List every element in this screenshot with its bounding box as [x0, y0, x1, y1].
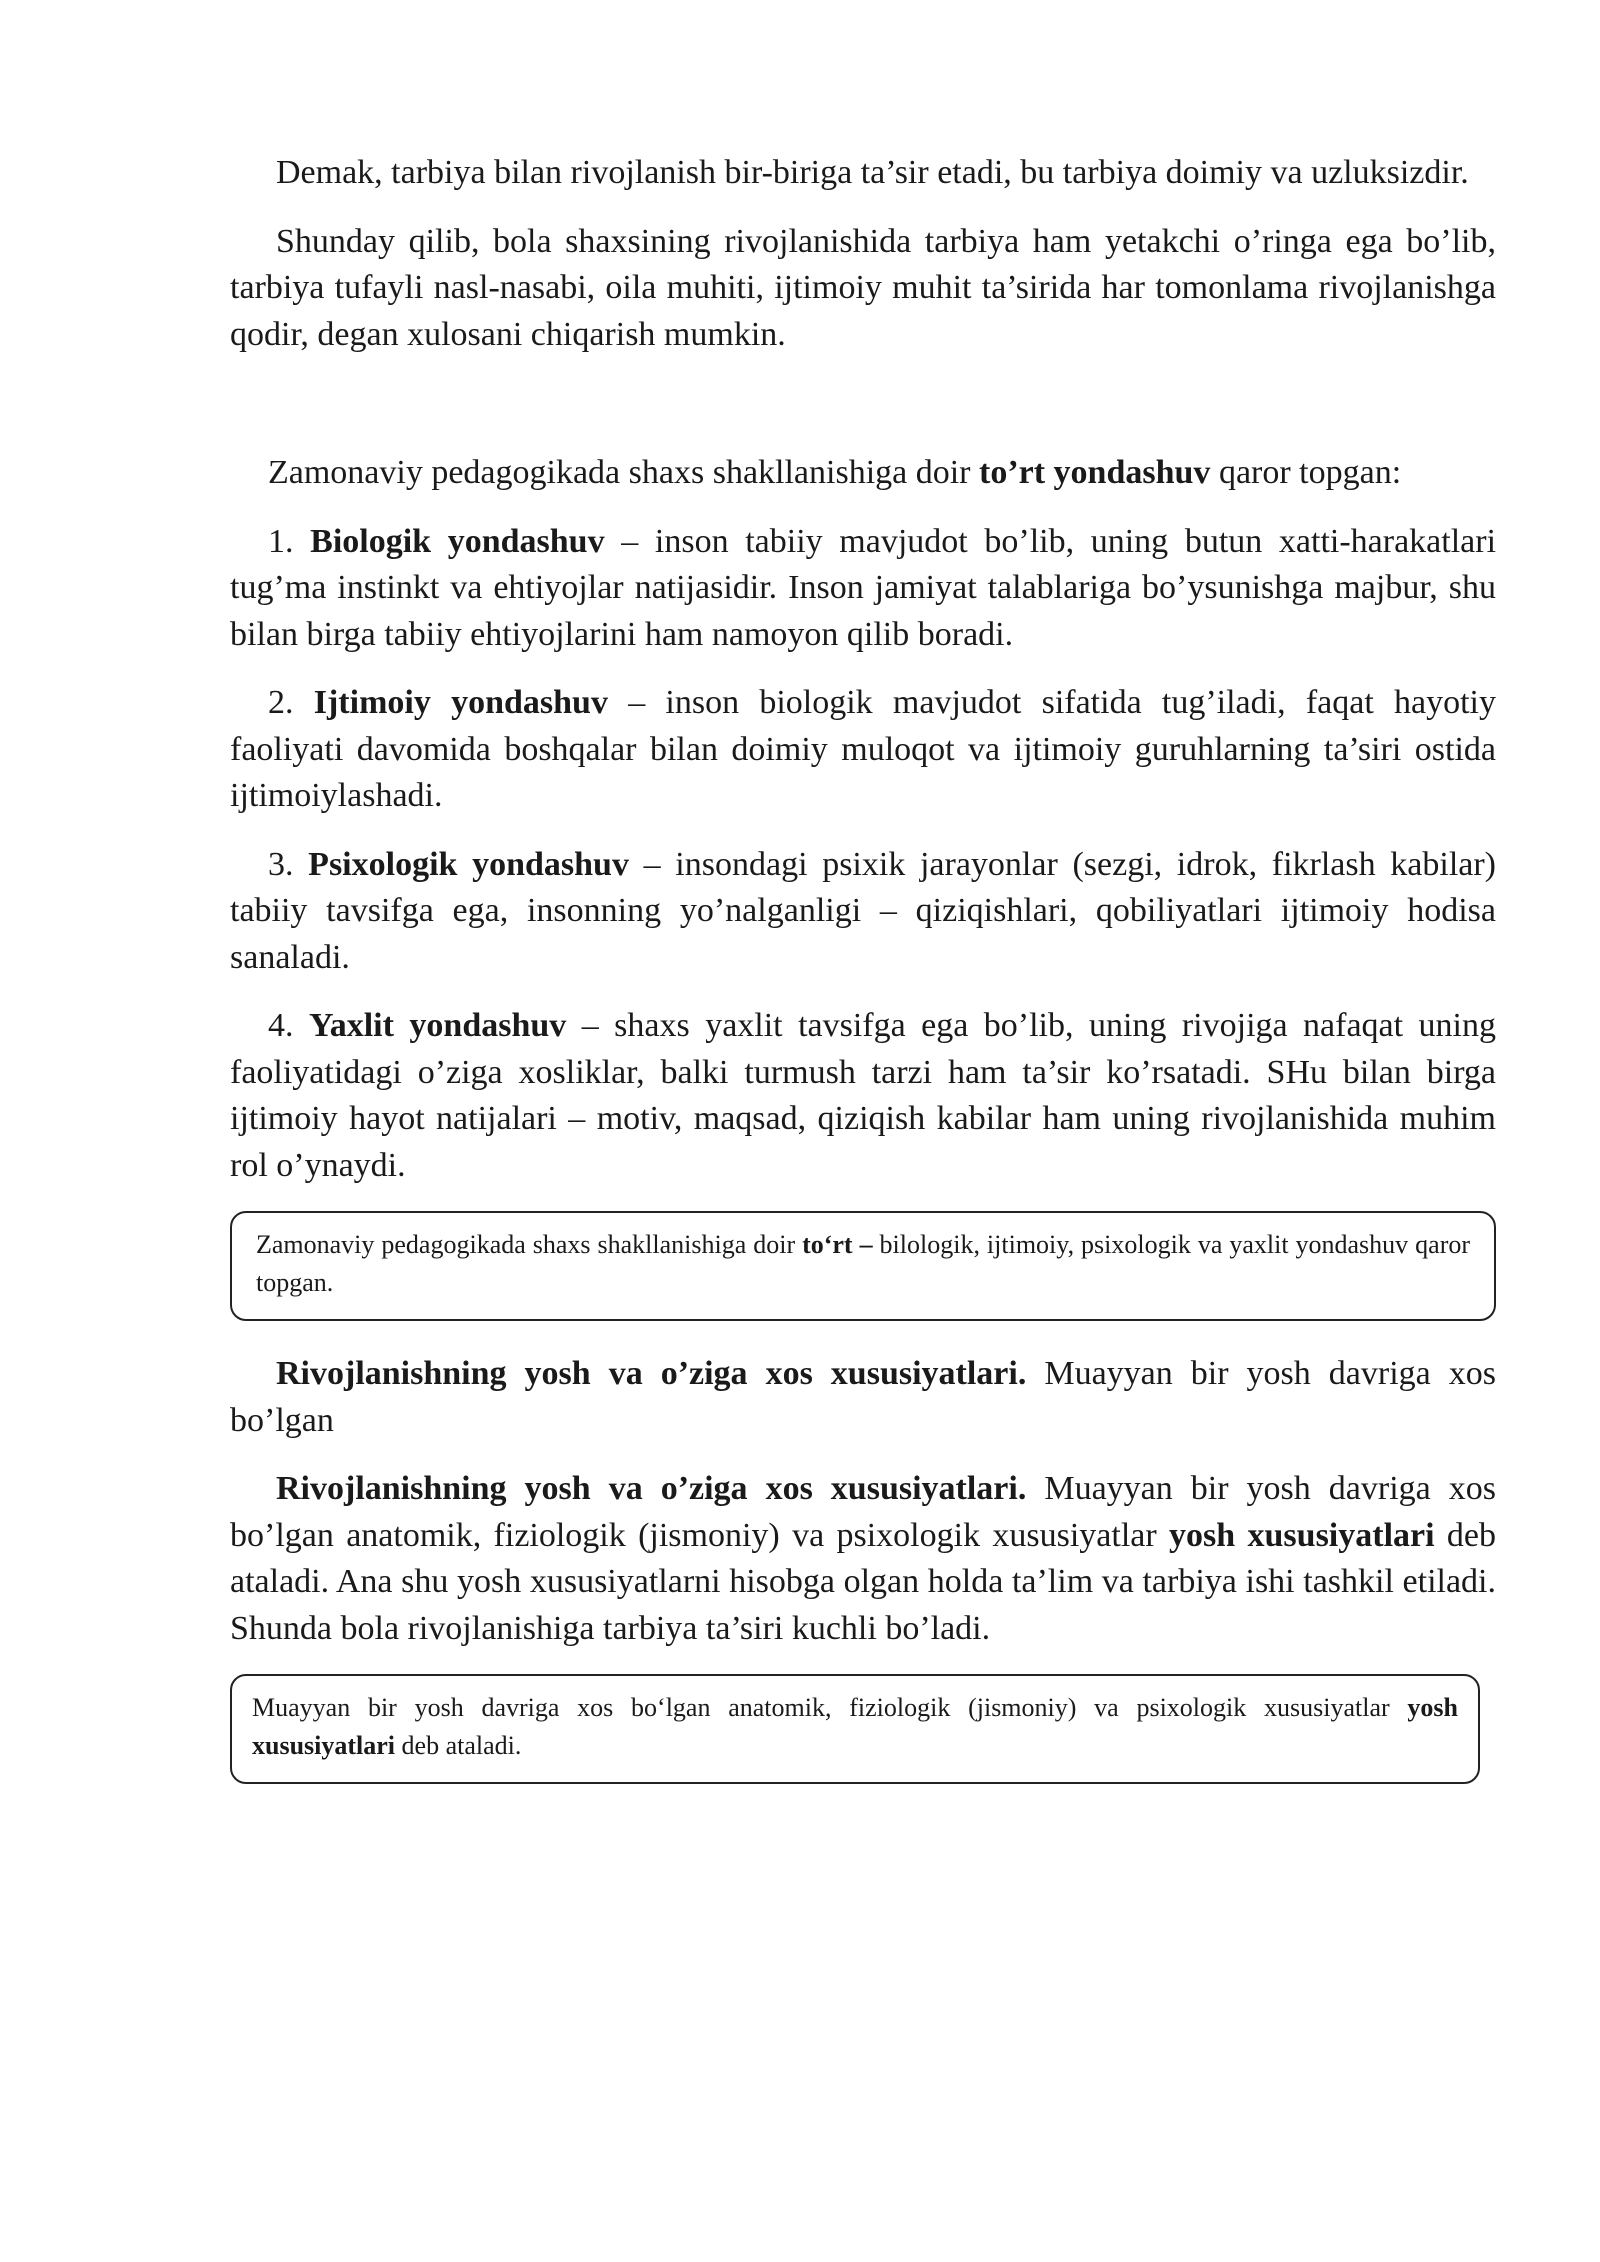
- paragraph-conclusion-2: Shunday qilib, bola shaxsining rivojlanishida tarbiya ham yetakchi o’ringa ega bo’lib, tarbiya tufayli nasl-nasabi, oila muhiti, ijtimoiy muhit ta’sirida har tomonlama rivojlanishga qodir, degan xulosani chiqarish mumkin.: [230, 222, 1496, 353]
- approaches-count-bold: to’rt yondashuv: [979, 454, 1211, 491]
- paragraph-conclusion-1: Demak, tarbiya bilan rivojlanish bir-biriga ta’sir etadi, bu tarbiya doimiy va uzluksizdir.: [276, 154, 1469, 191]
- term-bold: yosh xususiyatlari: [1169, 1516, 1435, 1554]
- list-item-biological: 1. Biologik yondashuv – inson tabiiy mavjudot bo’lib, uning butun xatti-harakatlari tug’ma instinkt va ehtiyojlar natijasidir. Inson jamiyat talablariga bo’ysunishga majbur, shu bilan birga tabiiy ehtiyojlarini ham namoyon qilib boradi.: [230, 522, 1497, 653]
- section-heading-bold: Rivojlanishning yosh va o’ziga xos xususiyatlari.: [276, 1355, 1027, 1392]
- list-item-title: Biologik yondashuv: [310, 522, 605, 560]
- paragraph-age-features: Rivojlanishning yosh va o’ziga xos xususiyatlari. Muayyan bir yosh davriga xos bo’lgan anatomik, fiziologik (jismoniy) va psixologik xususiyatlar yosh xususiyatlari deb ataladi. Ana shu yosh xususiyatlarni hisobga olgan holda ta’lim va tarbiya ishi tashkil etiladi. Shunda bola rivojlanishiga tarbiya ta’siri kuchli bo’ladi.: [230, 1470, 1496, 1647]
- section-heading-bold: Rivojlanishning yosh va o’ziga xos xususiyatlari.: [276, 1470, 1027, 1507]
- list-item-title: Ijtimoiy yondashuv: [313, 684, 608, 721]
- list-item-title: Yaxlit yondashuv: [308, 1007, 567, 1044]
- paragraph-approaches-intro: Zamonaviy pedagogikada shaxs shakllanishiga doir to’rt yondashuv qaror topgan:: [268, 454, 1402, 491]
- list-item-social: 2. Ijtimoiy yondashuv – inson biologik mavjudot sifatida tug’iladi, faqat hayotiy faoliyati davomida boshqalar bilan doimiy muloqot va ijtimoiy guruhlarning ta’siri ostida ijtimoiylashadi.: [230, 684, 1497, 814]
- paragraph-age-features-heading: Rivojlanishning yosh va o’ziga xos xususiyatlari. Muayyan bir yosh davriga xos bo’lgan: [230, 1355, 1496, 1439]
- list-item-title: Psixologik yondashuv: [308, 845, 629, 883]
- summary-box-age-features: Muayyan bir yosh davriga xos bo‘lgan anatomik, fiziologik (jismoniy) va psixologik xususiyatlar yosh xususiyatlari deb ataladi.: [230, 1674, 1480, 1784]
- spacer: [230, 380, 1496, 450]
- summary-box-approaches: Zamonaviy pedagogikada shaxs shakllanishiga doir to‘rt – bilologik, ijtimoiy, psixologik va yaxlit yondashuv qaror topgan.: [230, 1211, 1496, 1321]
- page-content: [230, 150, 1496, 1784]
- list-item-psychological: 3. Psixologik yondashuv – insondagi psixik jarayonlar (sezgi, idrok, fikrlash kabilar) tabiiy tavsifga ega, insonning yo’nalganligi – qiziqishlari, qobiliyatlari ijtimoiy hodisa sanaladi.: [230, 845, 1496, 976]
- list-item-holistic: 4. Yaxlit yondashuv – shaxs yaxlit tavsifga ega bo’lib, uning rivojiga nafaqat uning faoliyatidagi o’ziga xosliklar, balki turmush tarzi ham ta’sir ko’rsatadi. SHu bilan birga ijtimoiy hayot natijalari – motiv, maqsad, qiziqish kabilar ham uning rivojlanishida muhim rol o’ynaydi.: [230, 1007, 1496, 1184]
